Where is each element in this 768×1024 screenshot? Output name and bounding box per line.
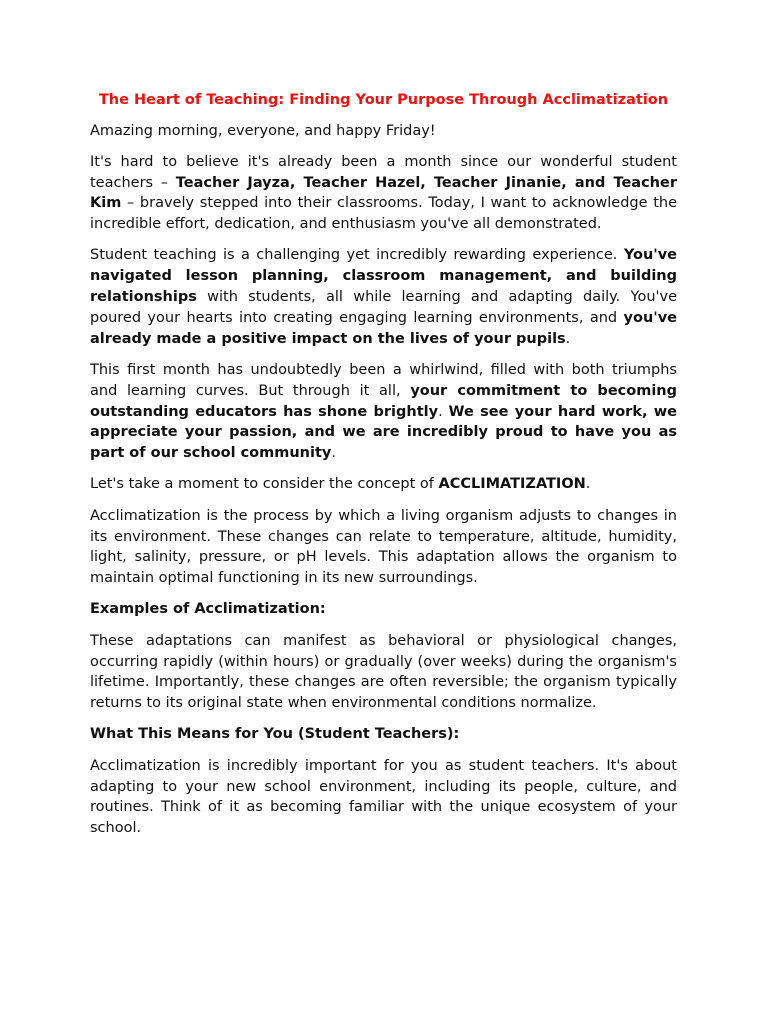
text-run: . — [438, 403, 449, 420]
emphasis: You've navigated lesson planning, classroom management, and building relationships — [90, 247, 677, 306]
meaning-heading: What This Means for You (Student Teachers): — [90, 726, 460, 743]
examples-heading: Examples of Acclimatization: — [90, 601, 326, 618]
emphasis: ACCLIMATIZATION — [438, 476, 586, 493]
text-run: Student teaching is a challenging yet incredibly rewarding experience. — [90, 247, 624, 264]
text-run: . — [565, 330, 571, 347]
text-run: – bravely stepped into their classrooms. Today, I want to acknowledge the incredible effort, dedication, and enthusiasm you've all demonstrated. — [90, 195, 677, 233]
examples-paragraph: These adaptations can manifest as behavioral or physiological changes, occurring rapidly (within hours) or gradually (over weeks) during the organism's lifetime. Importantly, these changes are often reversible; the organism typically returns to its original state when environmental conditions normalize. — [90, 632, 677, 712]
document-page — [90, 90, 677, 849]
document-title: The Heart of Teaching: Finding Your Purpose Through Acclimatization — [98, 92, 669, 108]
text-run: It's hard to believe it's already been a month since our wonderful student teachers – — [90, 153, 677, 191]
meaning-paragraph: Acclimatization is incredibly important for you as student teachers. It's about adapting to your new school environment, including its people, culture, and routines. Think of it as becoming familiar with the unique ecosystem of your school. — [90, 757, 677, 837]
text-run: . — [331, 445, 336, 462]
teacher-names: Teacher Jayza, Teacher Hazel, Teacher Jinanie, and Teacher Kim — [90, 174, 677, 212]
greeting-paragraph: Amazing morning, everyone, and happy Friday! — [90, 122, 436, 139]
experience-paragraph — [90, 245, 677, 349]
emphasis: your commitment to becoming outstanding educators has shone brightly — [90, 382, 677, 420]
emphasis: We see your hard work, we appreciate your passion, and we are incredibly proud to have you as part of our school community — [90, 403, 678, 462]
text-run: with students, all while learning and adapting daily. You've poured your hearts into creating engaging learning environments, and — [90, 289, 677, 326]
text-run: . — [585, 476, 591, 493]
concept-paragraph — [90, 474, 677, 495]
welcome-paragraph — [90, 152, 677, 235]
first-month-paragraph — [90, 360, 677, 464]
emphasis: you've already made a positive impact on the lives of your pupils — [90, 309, 677, 347]
definition-paragraph: Acclimatization is the process by which a living organism adjusts to changes in its environment. These changes can relate to temperature, altitude, humidity, light, salinity, pressure, or pH levels. This adaptation allows the organism to maintain optimal functioning in its new surroundings. — [90, 507, 677, 587]
text-run: This first month has undoubtedly been a whirlwind, filled with both triumphs and learning curves. But through it all, — [90, 361, 677, 399]
text-run: Let's take a moment to consider the concept of — [90, 476, 439, 493]
